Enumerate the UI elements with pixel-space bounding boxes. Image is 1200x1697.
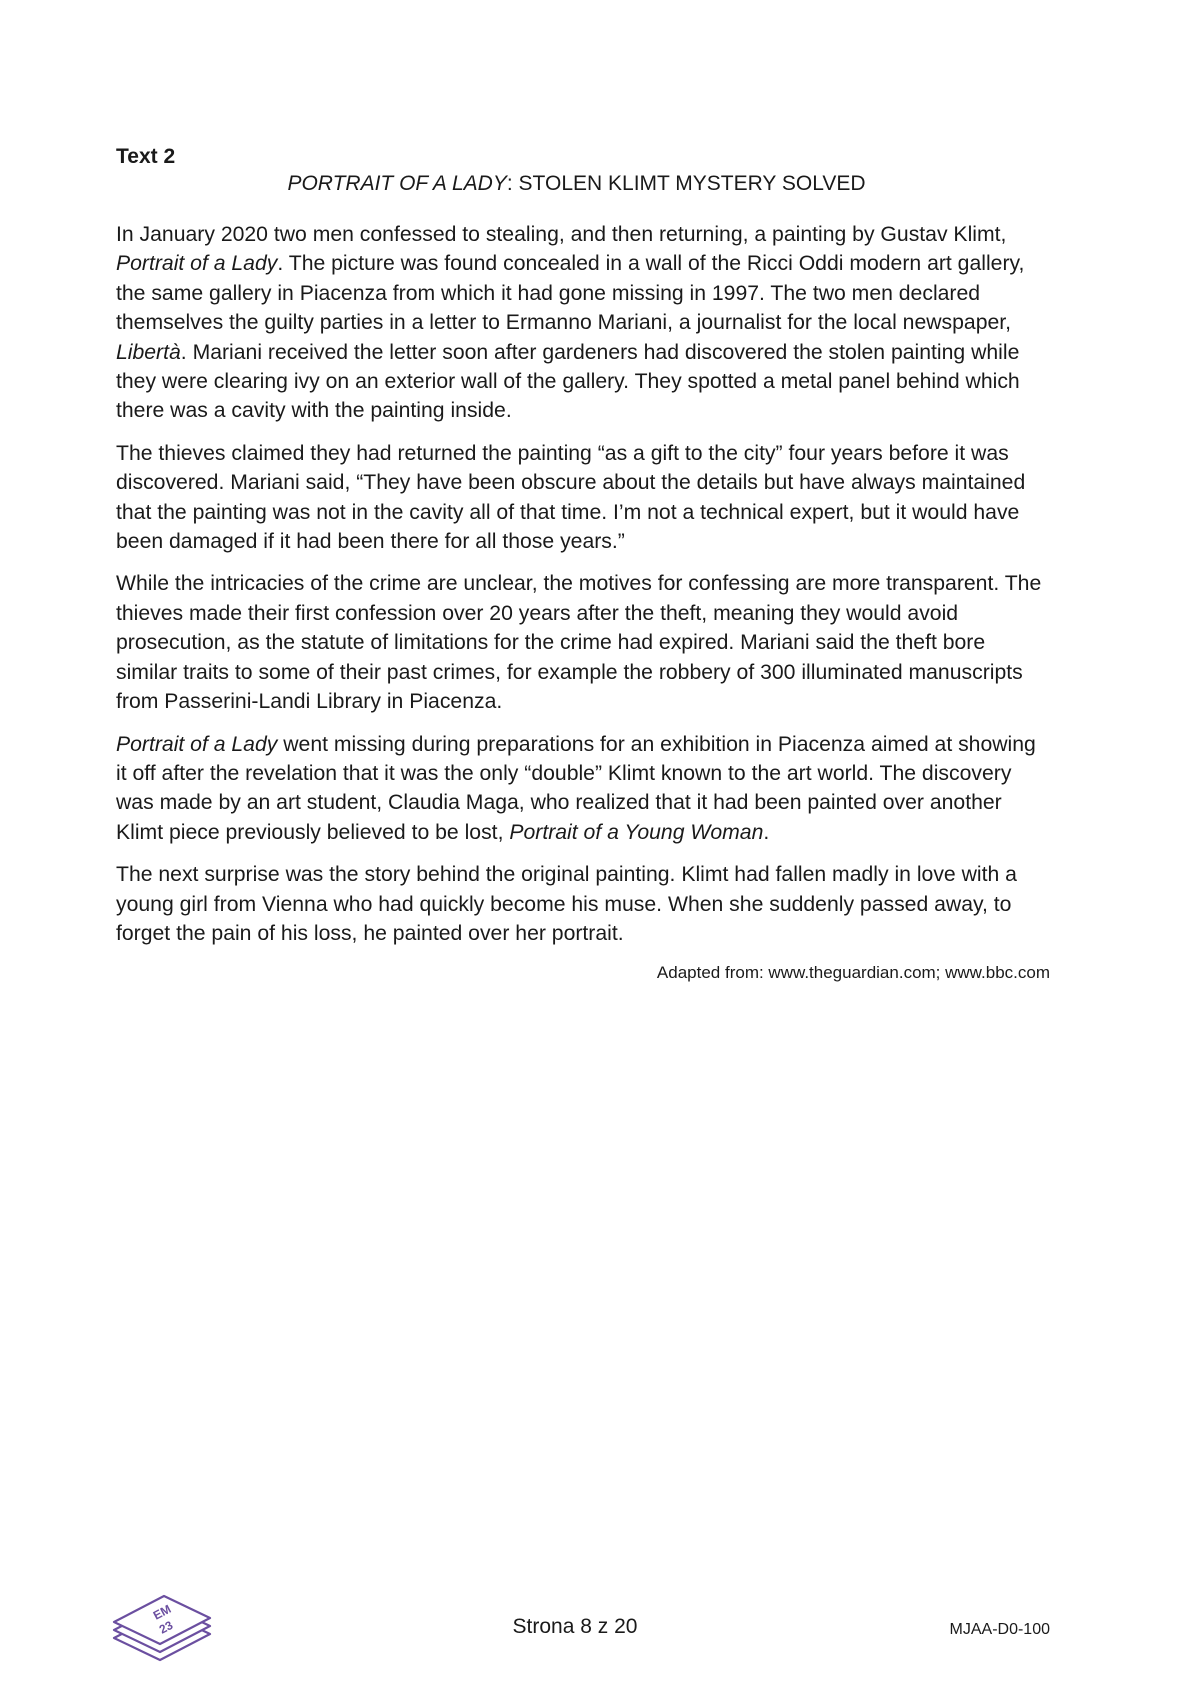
p1-text-e: . Mariani received the letter soon after gardeners had discovered the stolen painting while they were clearing ivy on an exterior wall of the gallery. They spotted a metal panel behind which there was a cavity with the painting inside. [116, 340, 1020, 423]
p1-text-a: In January 2020 two men confessed to stealing, and then returning, a painting by Gustav Klimt, [116, 223, 1007, 246]
p4-text-b: went missing during preparations for an exhibition in Piacenza aimed at showing it off after the revelation that it was the only “double” Klimt known to the art world. The discovery was made by an art student, Claudia Maga, who realized that it had been painted over another Klimt piece previously believed to be lost, [116, 732, 1036, 844]
source-note: Adapted from: www.theguardian.com; www.bbc.com [656, 963, 1050, 982]
p1-italic-newspaper: Libertà [116, 340, 181, 364]
page-number: Strona 8 z 20 [512, 1615, 638, 1638]
text-label: Text 2 [116, 145, 176, 168]
paragraph-5: The next surprise was the story behind the original painting. Klimt had fallen madly in love with a young girl from Vienna who had quickly become his muse. When she suddenly passed away, to forget the pain of his loss, he painted over her portrait. [116, 863, 1017, 945]
p4-italic-title: Portrait of a Lady [116, 732, 278, 756]
p4-italic-title-2: Portrait of a Young Woman [509, 820, 764, 844]
paragraph-1 [116, 220, 1050, 426]
logo-text-top: EM [150, 1601, 174, 1623]
em23-logo-icon [110, 1590, 216, 1670]
article-body [116, 220, 1050, 961]
p1-text-c: . The picture was found concealed in a wall of the Ricci Oddi modern art gallery, the same gallery in Piacenza from which it had gone missing in 1997. The two men declared themselves the guilty parties in a letter to Ermanno Mariani, a journalist for the local newspaper, [116, 252, 1025, 335]
paragraph-3: While the intricacies of the crime are unclear, the motives for confessing are more transparent. The thieves made their first confession over 20 years after the theft, meaning they would avoid prosecution, as the statute of limitations for the crime had expired. Mariani said the theft bore similar traits to some of their past crimes, for example the robbery of 300 illuminated manuscripts from Passerini-Landi Library in Piacenza. [116, 572, 1042, 714]
paragraph-2: The thieves claimed they had returned the painting “as a gift to the city” four years before it was discovered. Mariani said, “They have been obscure about the details but have always maintained that the painting was not in the cavity all of that time. I’m not a technical expert, but it would have been damaged if it had been there for all those years.” [116, 441, 1026, 554]
document-code: MJAA-D0-100 [949, 1621, 1050, 1638]
p1-italic-title: Portrait of a Lady [116, 252, 278, 276]
p4-text-d: . [763, 820, 770, 844]
logo-text-bottom: 23 [156, 1618, 176, 1637]
article-title-italic: PORTRAIT OF A LADY [287, 172, 507, 195]
article-title-rest: : STOLEN KLIMT MYSTERY SOLVED [506, 172, 866, 195]
paragraph-4 [116, 730, 1050, 848]
article-title [116, 171, 1037, 197]
